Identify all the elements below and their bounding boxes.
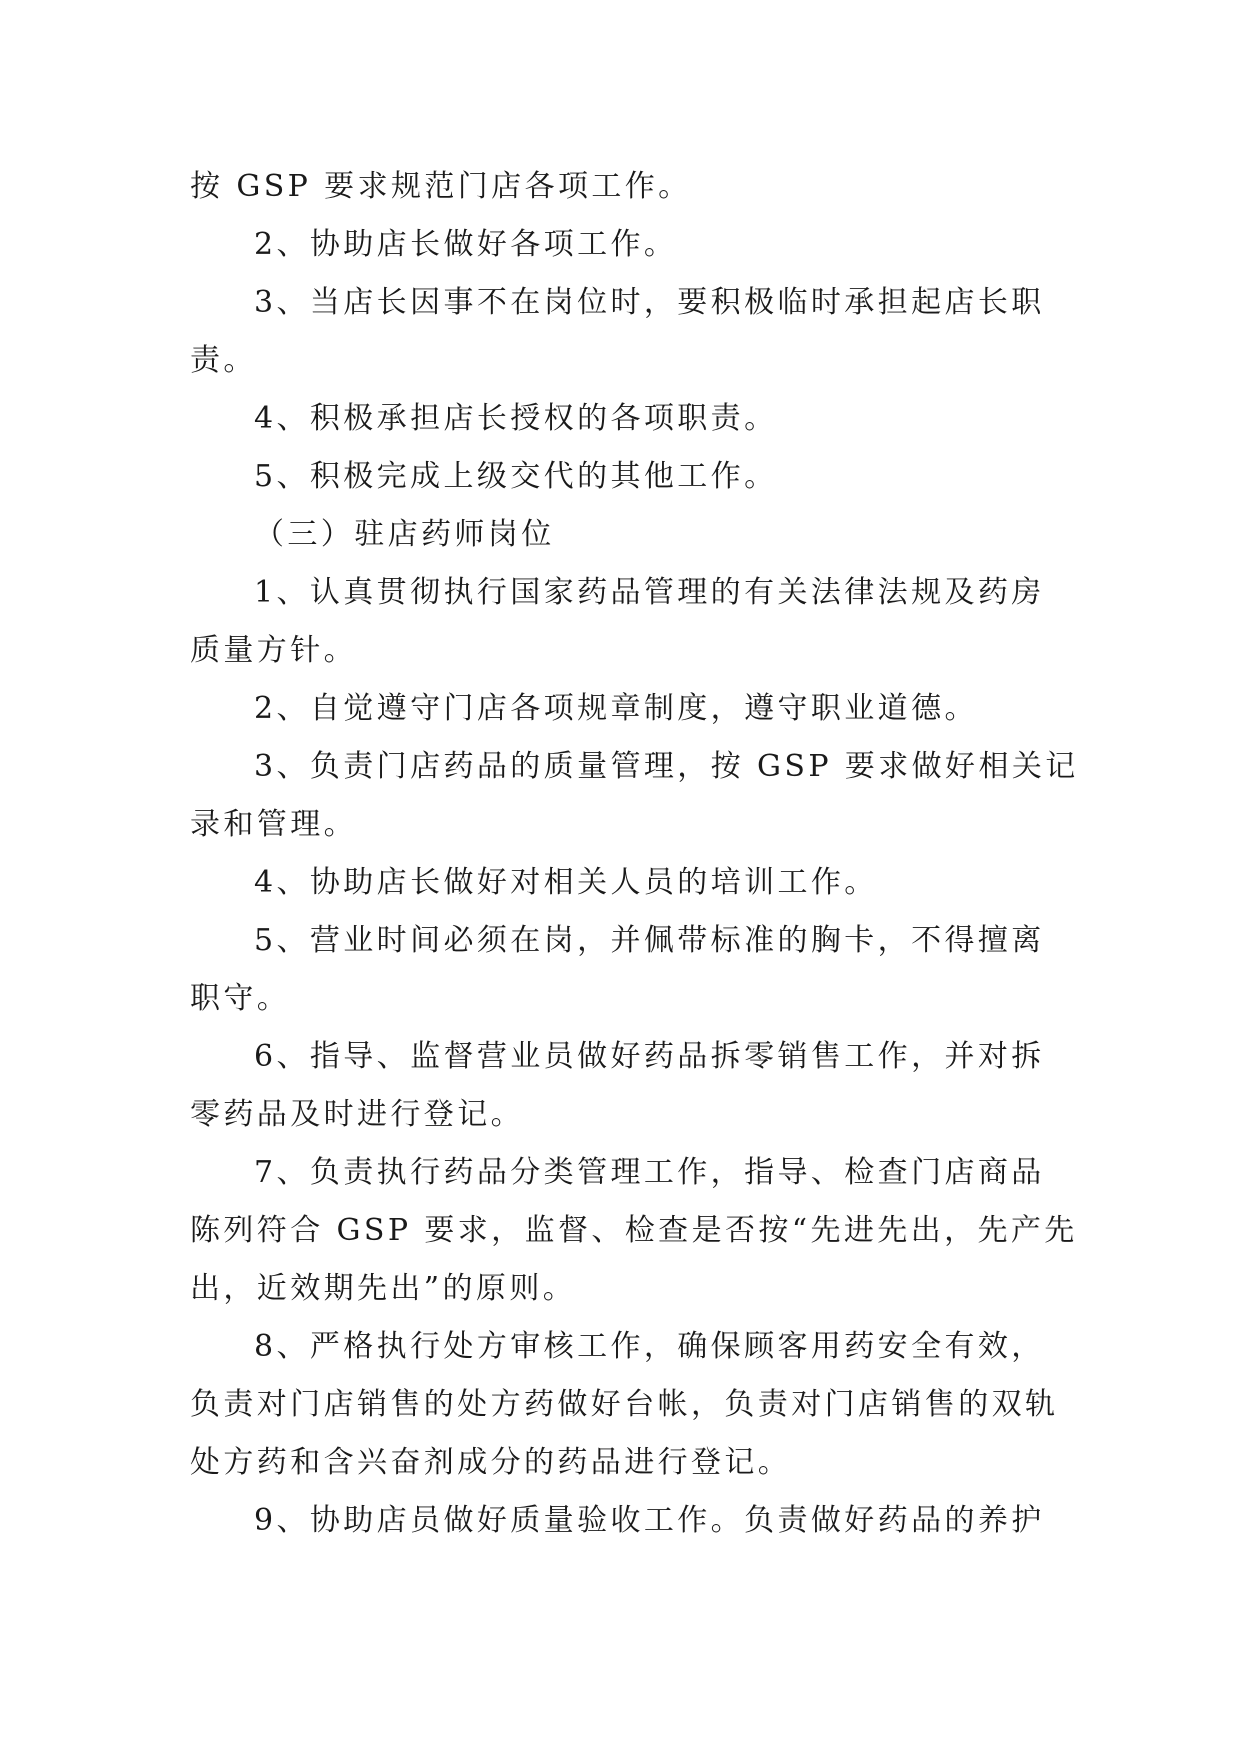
text-line: 职守。 xyxy=(190,981,291,1016)
list-item: 3、当店长因事不在岗位时，要积极临时承担起店长职 xyxy=(254,285,1045,320)
text-line: 录和管理。 xyxy=(190,807,357,842)
list-item: 4、积极承担店长授权的各项职责。 xyxy=(254,401,778,436)
text-line: 零药品及时进行登记。 xyxy=(190,1097,524,1132)
text-line: 质量方针。 xyxy=(190,633,357,668)
list-item: 2、协助店长做好各项工作。 xyxy=(254,227,678,262)
text-line: 处方药和含兴奋剂成分的药品进行登记。 xyxy=(190,1445,792,1480)
list-item: 3、负责门店药品的质量管理，按 GSP 要求做好相关记 xyxy=(254,749,1079,784)
section-heading: （三）驻店药师岗位 xyxy=(254,517,555,552)
list-item: 2、自觉遵守门店各项规章制度，遵守职业道德。 xyxy=(254,691,978,726)
document-body xyxy=(190,158,1079,1550)
text-line: 陈列符合 GSP 要求，监督、检查是否按“先进先出，先产先 xyxy=(190,1213,1078,1248)
list-item: 1、认真贯彻执行国家药品管理的有关法律法规及药房 xyxy=(254,575,1045,610)
list-item: 8、严格执行处方审核工作，确保顾客用药安全有效， xyxy=(254,1329,1045,1364)
text-line: 按 GSP 要求规范门店各项工作。 xyxy=(190,169,692,204)
list-item: 9、协助店员做好质量验收工作。负责做好药品的养护 xyxy=(254,1503,1045,1538)
list-item: 5、营业时间必须在岗，并佩带标准的胸卡，不得擅离 xyxy=(254,923,1045,958)
list-item: 7、负责执行药品分类管理工作，指导、检查门店商品 xyxy=(254,1155,1045,1190)
text-line: 出，近效期先出”的原则。 xyxy=(190,1271,577,1306)
list-item: 5、积极完成上级交代的其他工作。 xyxy=(254,459,778,494)
text-line: 负责对门店销售的处方药做好台帐，负责对门店销售的双轨 xyxy=(190,1387,1059,1422)
list-item: 6、指导、监督营业员做好药品拆零销售工作，并对拆 xyxy=(254,1039,1045,1074)
text-line: 责。 xyxy=(190,343,257,378)
list-item: 4、协助店长做好对相关人员的培训工作。 xyxy=(254,865,878,900)
